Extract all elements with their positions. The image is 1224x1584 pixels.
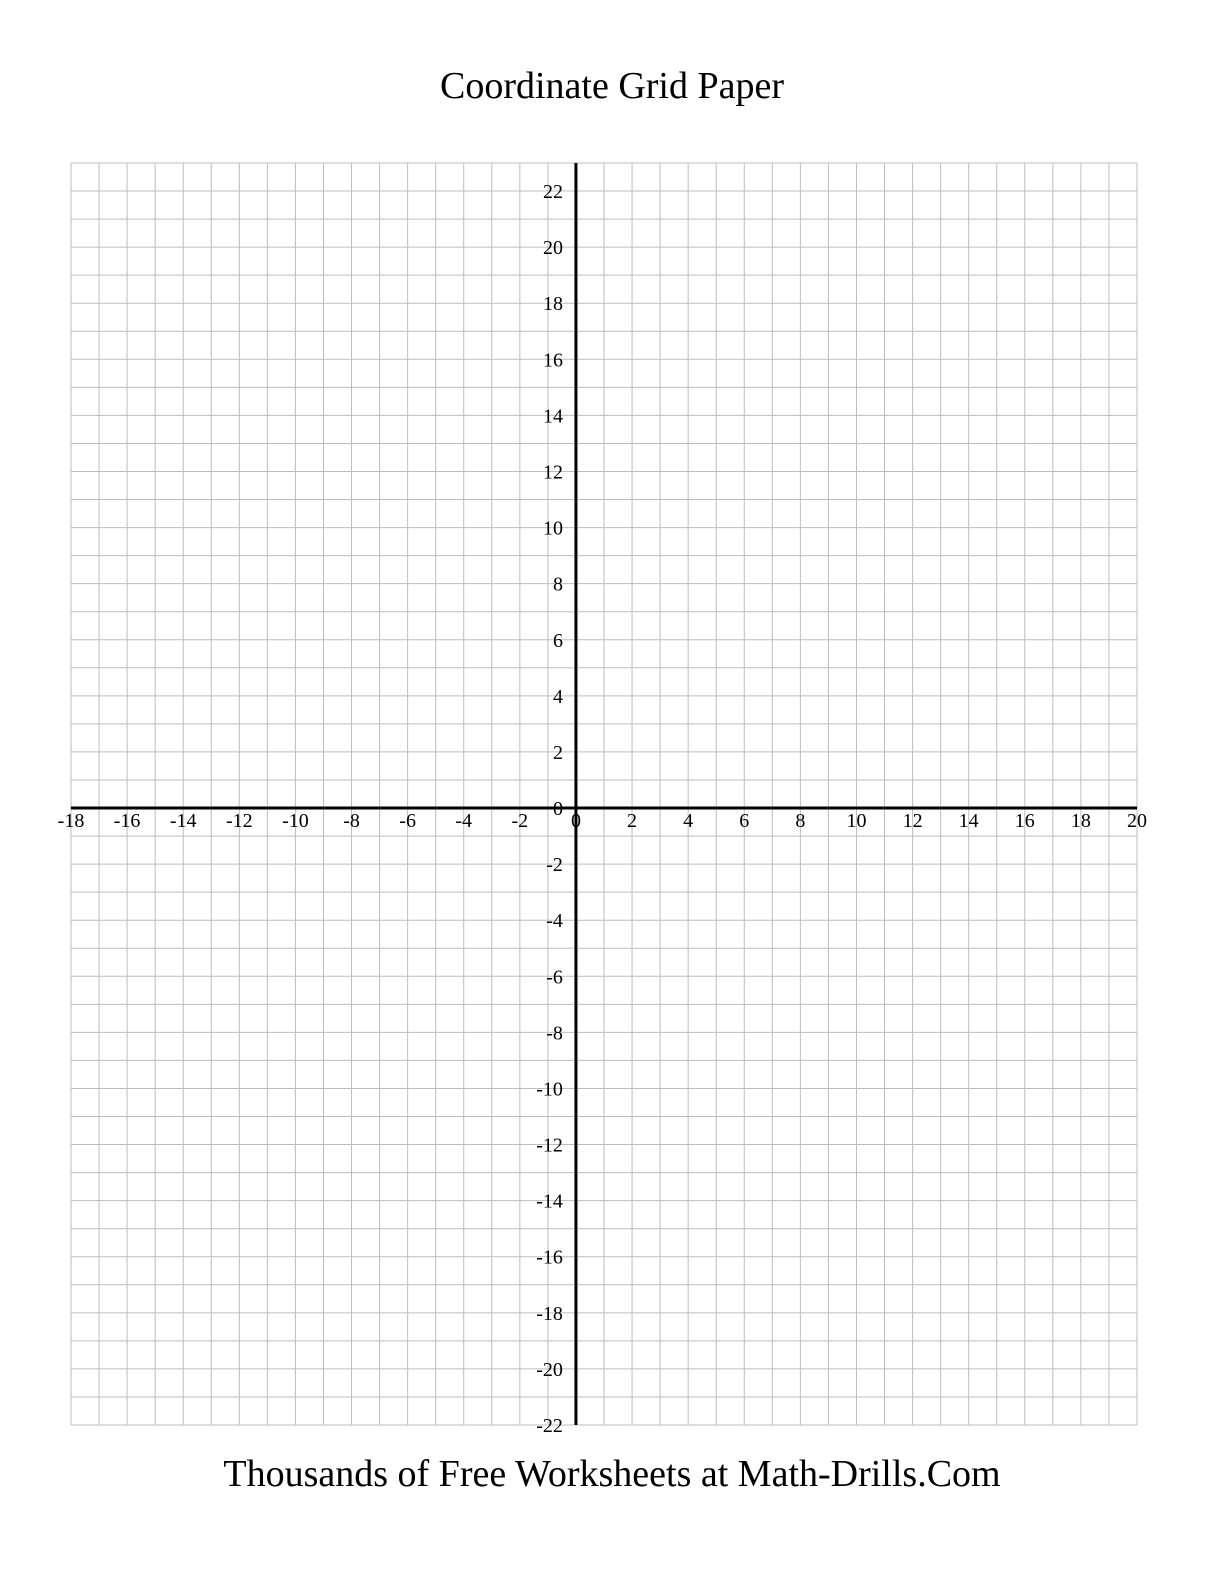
- y-tick-label: 2: [552, 741, 563, 764]
- x-tick-label: 6: [739, 810, 750, 833]
- y-tick-label: 0: [552, 798, 563, 821]
- x-tick-label: -4: [455, 810, 473, 833]
- y-tick-label: 16: [542, 349, 563, 372]
- y-tick-label: -12: [536, 1134, 563, 1157]
- x-tick-label: -6: [399, 810, 416, 833]
- y-tick-label: -8: [546, 1022, 563, 1045]
- y-tick-label: -6: [546, 966, 563, 989]
- grid-lines: [71, 163, 1137, 1425]
- footer-text: Thousands of Free Worksheets at Math-Drills.Com: [223, 1453, 1001, 1495]
- y-tick-label: 22: [542, 181, 563, 204]
- x-tick-label: -18: [57, 810, 85, 833]
- x-tick-label: 10: [846, 810, 867, 833]
- x-tick-label: -8: [343, 810, 360, 833]
- x-tick-label: -14: [169, 810, 197, 833]
- x-tick-label: 18: [1070, 810, 1091, 833]
- y-tick-label: -16: [536, 1246, 563, 1269]
- page-title: Coordinate Grid Paper: [439, 65, 785, 107]
- x-tick-label: -2: [511, 810, 529, 833]
- x-tick-label: -10: [282, 810, 309, 833]
- y-tick-label: -10: [536, 1078, 563, 1101]
- y-tick-label: 10: [542, 517, 563, 540]
- y-tick-label: -14: [536, 1190, 563, 1213]
- y-tick-label: -18: [536, 1302, 563, 1325]
- x-tick-label: 0: [570, 810, 581, 833]
- y-tick-label: 8: [552, 573, 563, 596]
- y-tick-label: 4: [552, 685, 563, 708]
- y-tick-label: 14: [542, 405, 563, 428]
- x-tick-label: -16: [113, 810, 141, 833]
- x-tick-label: 8: [795, 810, 806, 833]
- x-tick-label: 20: [1127, 810, 1147, 833]
- y-tick-label: -22: [536, 1415, 563, 1437]
- x-tick-label: 16: [1014, 810, 1035, 833]
- y-tick-label: -2: [546, 854, 563, 877]
- x-tick-label: 14: [958, 810, 979, 833]
- y-tick-label: -4: [546, 910, 563, 933]
- y-tick-label: 20: [542, 237, 563, 260]
- y-tick-label: 12: [542, 461, 563, 484]
- x-tick-label: -12: [225, 810, 253, 833]
- x-tick-label: 4: [683, 810, 694, 833]
- y-tick-label: 18: [542, 293, 563, 316]
- x-axis-tick-labels: [58, 810, 1147, 832]
- y-tick-label: 6: [552, 629, 563, 652]
- x-tick-label: 12: [902, 810, 923, 833]
- y-tick-label: -20: [536, 1358, 563, 1381]
- x-tick-label: 2: [627, 810, 638, 833]
